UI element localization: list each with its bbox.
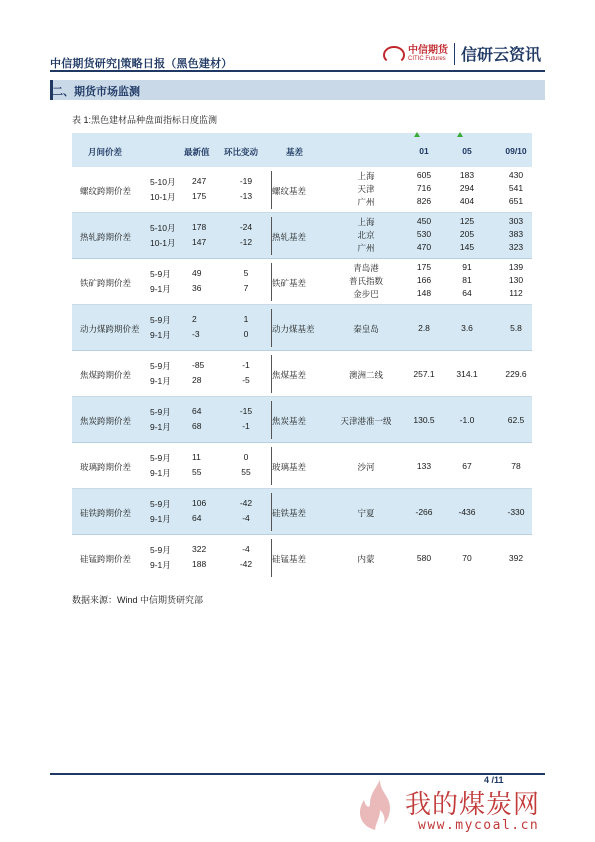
basis-location: 普氏指数	[348, 275, 384, 286]
spread-latest: 322	[192, 544, 207, 554]
group-divider	[72, 258, 532, 259]
spread-period: 9-1月	[150, 330, 171, 340]
spread-latest: 147	[192, 237, 207, 247]
basis-0910: 323	[508, 241, 524, 252]
spread-latest: 178	[192, 222, 207, 232]
basis-05: 70	[462, 553, 472, 563]
basis-0910: -330	[507, 507, 525, 517]
group-divider	[72, 442, 532, 443]
header-spread: 月间价差	[88, 147, 123, 157]
spread-name: 动力煤跨期价差	[80, 324, 140, 334]
footer-rule	[50, 773, 545, 775]
header-c05: 05	[462, 146, 472, 156]
basis-05: 314.1	[456, 369, 478, 379]
basis-location: 沙河	[357, 462, 375, 472]
watermark	[350, 778, 590, 838]
logo-separator	[454, 43, 455, 65]
basis-05: 125	[459, 215, 475, 226]
spread-period: 9-1月	[150, 284, 171, 294]
basis-05: 67	[462, 461, 472, 471]
basis-01: 826	[416, 195, 432, 206]
spread-name: 玻璃跨期价差	[80, 462, 132, 472]
basis-location: 宁夏	[357, 508, 375, 518]
basis-01: 257.1	[413, 369, 435, 379]
header-latest: 最新值	[184, 147, 210, 157]
basis-location: 青岛港	[353, 262, 379, 273]
spread-period: 9-1月	[150, 468, 171, 478]
spread-change: -1	[242, 421, 250, 431]
spread-change: -13	[239, 191, 253, 201]
basis-0910: 130	[508, 274, 524, 285]
spread-latest: 68	[192, 421, 202, 431]
spread-name: 焦煤跨期价差	[80, 370, 132, 380]
spread-change: 55	[241, 467, 251, 477]
basis-name: 动力煤基差	[272, 324, 315, 334]
basis-location: 上海	[357, 216, 375, 227]
company-logo	[380, 42, 541, 65]
basis-location: 澳洲二线	[348, 370, 384, 380]
basis-location: 广州	[357, 196, 375, 207]
spread-period: 10-1月	[150, 192, 176, 202]
basis-05: 145	[459, 241, 475, 252]
spread-period: 5-10月	[150, 177, 176, 187]
basis-01: 175	[416, 261, 432, 272]
basis-name: 硅锰基差	[272, 554, 307, 564]
basis-0910: 139	[508, 261, 524, 272]
spread-change: -19	[239, 176, 253, 186]
spread-name: 硅铁跨期价差	[80, 508, 132, 518]
basis-location: 金步巴	[353, 288, 379, 299]
spread-period: 9-1月	[150, 560, 171, 570]
spread-change: -1	[242, 360, 250, 370]
page-header-title: 中信期货研究|策略日报（黑色建材）	[50, 58, 233, 70]
basis-location: 天津	[357, 183, 375, 194]
basis-01: -266	[415, 507, 433, 517]
header-change: 环比变动	[224, 147, 259, 157]
basis-01: 166	[416, 274, 432, 285]
basis-05: -436	[458, 507, 476, 517]
spread-change: -4	[242, 513, 250, 523]
basis-05: 205	[459, 228, 475, 239]
basis-0910: 78	[511, 461, 521, 471]
data-source: 数据来源：Wind 中信期货研究部	[72, 595, 204, 605]
spread-period: 5-9月	[150, 453, 171, 463]
spread-change: 0	[243, 452, 249, 462]
header-c0910: 09/10	[505, 146, 527, 156]
up-arrow-icon	[457, 132, 463, 137]
spread-latest: 106	[192, 498, 207, 508]
spread-change: 5	[243, 268, 249, 278]
spread-name: 硅锰跨期价差	[80, 554, 132, 564]
spread-latest: -85	[192, 360, 205, 370]
spread-change: -24	[239, 222, 253, 232]
spread-name: 铁矿跨期价差	[80, 278, 132, 288]
basis-location: 上海	[357, 170, 375, 181]
spread-latest: 64	[192, 513, 202, 523]
spread-period: 9-1月	[150, 514, 171, 524]
spread-latest: 188	[192, 559, 207, 569]
spread-latest: 11	[192, 452, 201, 462]
spread-change: -12	[239, 237, 253, 247]
spread-period: 5-9月	[150, 269, 171, 279]
basis-05: 404	[459, 195, 475, 206]
basis-name: 焦炭基差	[272, 416, 307, 426]
basis-01: 133	[416, 461, 432, 471]
spread-latest: 49	[192, 268, 202, 278]
basis-01: 580	[416, 553, 432, 563]
basis-01: 130.5	[413, 415, 435, 425]
basis-name: 焦煤基差	[272, 370, 307, 380]
basis-0910: 392	[508, 553, 524, 563]
logo-en: CITIC Futures	[408, 55, 446, 62]
basis-01: 2.8	[418, 323, 430, 333]
basis-location: 秦皇岛	[353, 324, 379, 334]
spread-period: 5-10月	[150, 223, 176, 233]
spread-change: -42	[239, 559, 253, 569]
spread-period: 5-9月	[150, 499, 171, 509]
spread-latest: 64	[192, 406, 202, 416]
spread-latest: -3	[192, 329, 200, 339]
flame-icon	[350, 778, 400, 833]
group-divider	[72, 350, 532, 351]
header-basis: 基差	[286, 147, 304, 157]
basis-0910: 112	[509, 287, 523, 298]
spread-latest: 175	[192, 191, 207, 201]
basis-01: 470	[416, 241, 432, 252]
basis-0910: 651	[508, 195, 524, 206]
spread-change: 7	[243, 283, 249, 293]
spread-name: 螺纹跨期价差	[80, 186, 132, 196]
basis-0910: 430	[508, 169, 524, 180]
spread-period: 5-9月	[150, 545, 171, 555]
basis-01: 605	[416, 169, 432, 180]
basis-0910: 229.6	[505, 369, 527, 379]
basis-0910: 383	[508, 228, 524, 239]
spread-latest: 247	[192, 176, 207, 186]
spread-change: -15	[239, 406, 253, 416]
spread-period: 9-1月	[150, 422, 171, 432]
basis-05: 294	[459, 182, 475, 193]
spread-change: -4	[242, 544, 250, 554]
spread-latest: 2	[192, 314, 197, 324]
basis-location: 北京	[357, 229, 375, 240]
spread-change: -42	[239, 498, 253, 508]
basis-name: 热轧基差	[272, 232, 307, 242]
spread-name: 焦炭跨期价差	[80, 416, 132, 426]
spread-change: 0	[243, 329, 249, 339]
spread-period: 5-9月	[150, 407, 171, 417]
group-divider	[72, 534, 532, 535]
basis-location: 内蒙	[357, 554, 375, 564]
basis-name: 铁矿基差	[272, 278, 307, 288]
spread-period: 5-9月	[150, 315, 171, 325]
basis-05: 64	[462, 287, 472, 298]
basis-05: 3.6	[461, 323, 473, 333]
header-rule	[50, 70, 545, 72]
spread-latest: 28	[192, 375, 202, 385]
spread-name: 热轧跨期价差	[80, 232, 132, 242]
basis-0910: 62.5	[507, 415, 525, 425]
logo-text	[408, 45, 448, 63]
basis-location: 天津港准一级	[340, 416, 392, 426]
logo-cn: 中信期货	[408, 44, 448, 56]
spread-latest: 55	[192, 467, 202, 477]
basis-0910: 541	[508, 182, 524, 193]
basis-05: 183	[459, 169, 475, 180]
basis-0910: 5.8	[510, 323, 522, 333]
basis-05: 81	[462, 274, 472, 285]
basis-location: 广州	[357, 242, 375, 253]
brand-name: 信研云资讯	[461, 45, 542, 64]
basis-05: 91	[462, 261, 472, 272]
basis-01: 716	[416, 182, 432, 193]
page-number: 4 /11	[484, 775, 504, 785]
spread-period: 5-9月	[150, 361, 171, 371]
basis-name: 玻璃基差	[272, 462, 307, 472]
basis-name: 硅铁基差	[272, 508, 307, 518]
citic-logo-icon	[380, 44, 406, 64]
up-arrow-icon	[414, 132, 420, 137]
spread-latest: 36	[192, 283, 202, 293]
spread-change: -5	[242, 375, 250, 385]
section-title: 二、期货市场监测	[52, 86, 140, 98]
table-caption: 表 1:黑色建材品种盘面指标日度监测	[72, 115, 218, 125]
basis-01: 148	[416, 287, 432, 298]
basis-01: 450	[416, 215, 432, 226]
watermark-text: 我的煤炭网	[405, 790, 541, 820]
spread-period: 10-1月	[150, 238, 176, 248]
basis-name: 螺纹基差	[272, 186, 307, 196]
spread-change: 1	[243, 314, 249, 324]
spread-period: 9-1月	[150, 376, 171, 386]
basis-05: -1.0	[459, 415, 475, 425]
watermark-url: www.mycoal.cn	[418, 818, 540, 833]
header-c01: 01	[419, 146, 429, 156]
basis-01: 530	[416, 228, 432, 239]
basis-0910: 303	[508, 215, 524, 226]
